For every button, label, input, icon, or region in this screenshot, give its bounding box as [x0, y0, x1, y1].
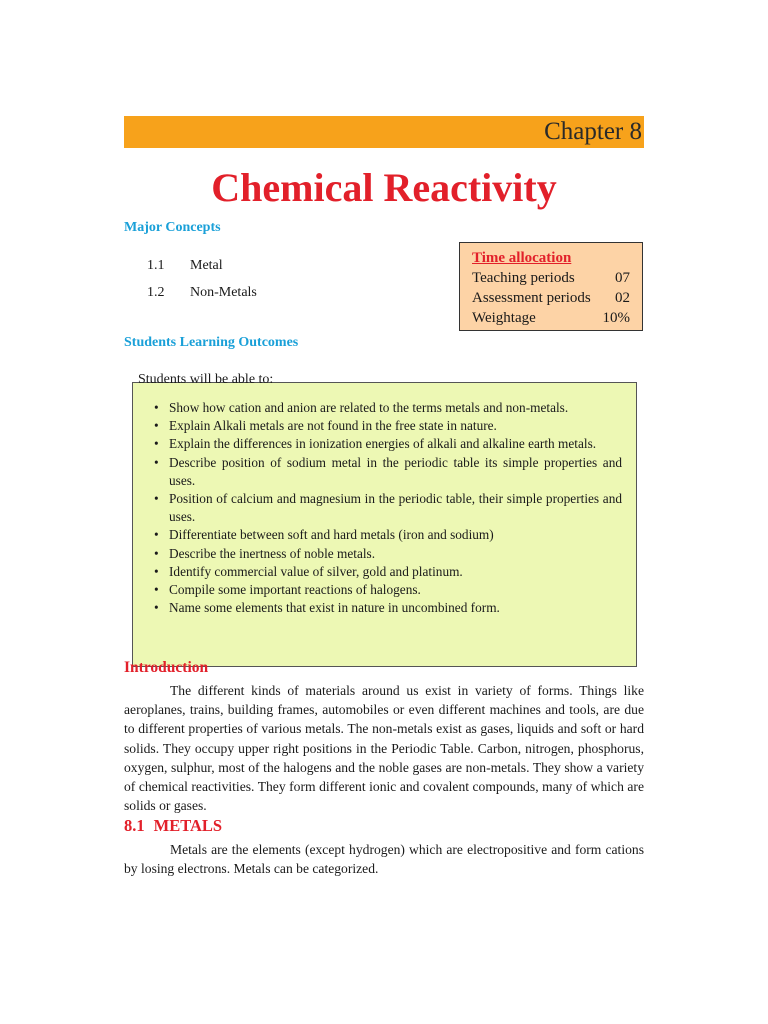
- time-row-label: Teaching periods: [472, 270, 575, 286]
- section-number: 8.1: [124, 816, 145, 835]
- time-row-label: Assessment periods: [472, 290, 591, 306]
- concept-name: Metal: [190, 258, 223, 273]
- list-item: • Explain Alkali metals are not found in the free state in nature.: [154, 417, 622, 435]
- concept-name: Non-Metals: [190, 285, 257, 300]
- concept-number: 1.2: [147, 285, 165, 300]
- time-allocation-row: [472, 308, 630, 328]
- list-item: • Differentiate between soft and hard metals (iron and sodium): [154, 526, 622, 544]
- list-item: • Explain the differences in ionization energies of alkali and alkaline earth metals.: [154, 435, 622, 453]
- list-item: • Describe position of sodium metal in the periodic table its simple properties and uses.: [154, 454, 622, 490]
- time-row-value: 07: [615, 270, 630, 286]
- learning-outcomes-intro: Students will be able to:: [138, 372, 274, 387]
- list-item: • Identify commercial value of silver, gold and platinum.: [154, 563, 622, 581]
- chapter-banner: [124, 116, 644, 148]
- learning-outcomes-list: [154, 399, 622, 617]
- time-allocation-title: Time allocation: [472, 250, 572, 266]
- time-allocation-box: [459, 242, 643, 331]
- list-item: • Name some elements that exist in nature in uncombined form.: [154, 599, 622, 617]
- introduction-heading: Introduction: [124, 659, 209, 676]
- time-row-value: 02: [615, 290, 630, 306]
- learning-outcomes-heading: Students Learning Outcomes: [124, 335, 299, 350]
- time-row-value: 10%: [602, 310, 630, 326]
- chapter-title: Chemical Reactivity: [211, 165, 557, 210]
- time-row-label: Weightage: [472, 310, 536, 326]
- introduction-paragraph: The different kinds of materials around us exist in variety of forms. Things like aeroplanes, trains, building frames, automobiles or even different machines and tools, are due to different properties of various metals. The non-metals exist as gases, liquids and soft or hard solids. They occupy upper right positions in the Periodic Table. Carbon, nitrogen, phosphorus, oxygen, sulphur, most of the halogens and the noble gases are non-metals. They show a variety of chemical reactivities. They form different ionic and covalent compounds, many of which are solids or gases.: [124, 683, 644, 814]
- major-concepts-heading: Major Concepts: [124, 220, 221, 235]
- list-item: • Show how cation and anion are related to the terms metals and non-metals.: [154, 399, 622, 417]
- list-item: • Position of calcium and magnesium in the periodic table, their simple properties and uses.: [154, 490, 622, 526]
- section-heading: [124, 816, 222, 836]
- concept-number: 1.1: [147, 258, 165, 273]
- time-allocation-row: [472, 288, 630, 308]
- list-item: • Describe the inertness of noble metals.: [154, 545, 622, 563]
- list-item: • Compile some important reactions of halogens.: [154, 581, 622, 599]
- metals-paragraph: Metals are the elements (except hydrogen) which are electropositive and form cations by losing electrons. Metals can be categorized.: [124, 842, 644, 877]
- time-allocation-row: [472, 268, 630, 288]
- chapter-label: Chapter 8: [544, 118, 642, 145]
- section-title: METALS: [153, 816, 223, 835]
